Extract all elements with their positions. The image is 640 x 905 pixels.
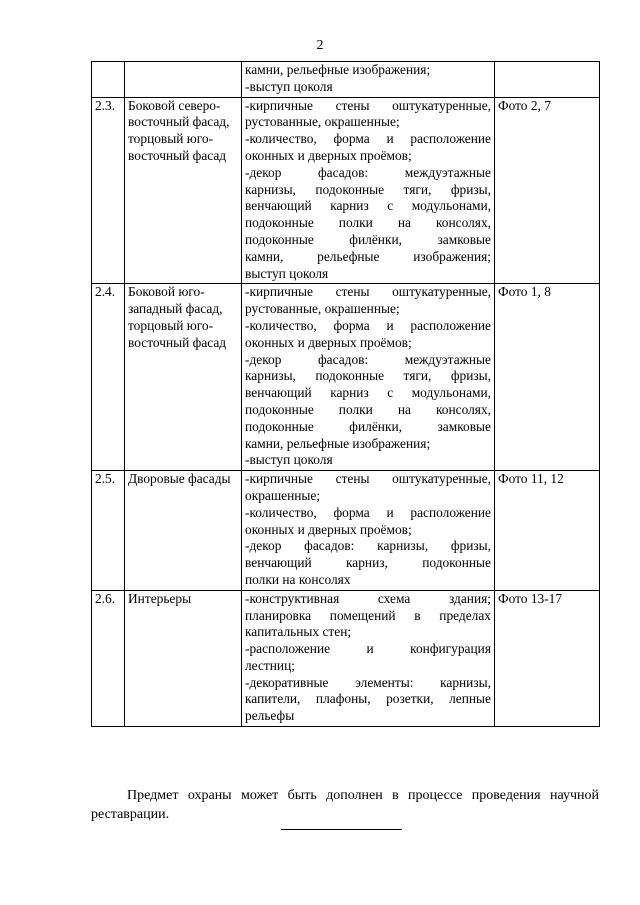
element-name-cell	[125, 471, 242, 591]
description-cell	[242, 590, 495, 726]
table-row	[92, 471, 600, 591]
table-row	[92, 97, 600, 284]
element-name-line: восточный фасад,	[128, 114, 230, 130]
description-line: капители, плафоны, розетки, лепные	[245, 691, 491, 707]
description-line: -конструктивная схема здания;	[245, 590, 491, 606]
description-cell	[242, 62, 495, 98]
table-row	[92, 284, 600, 471]
element-name-line: восточный фасад	[128, 334, 227, 350]
page-number: 2	[316, 38, 324, 53]
description-line: -декор фасадов: междуэтажные	[245, 164, 491, 180]
description-line: -кирпичные стены оштукатуренные,	[245, 284, 491, 300]
description-line: лестниц;	[245, 657, 295, 673]
description-line: -кирпичные стены оштукатуренные,	[245, 471, 491, 487]
photo-reference-cell: Фото 1, 8	[495, 284, 600, 471]
description-line: камни, рельефные изображения;	[245, 62, 431, 77]
description-line: планировка помещений в пределах	[245, 607, 491, 623]
description-cell	[242, 471, 495, 591]
description-line: камни, рельефные изображения;	[245, 435, 431, 451]
element-name-line: западный фасад,	[128, 301, 223, 317]
description-line: карнизы, подоконные тяги, фризы,	[245, 368, 491, 384]
description-line: рустованные, окрашенные;	[245, 114, 400, 130]
description-line: венчающий карниз, подоконные	[245, 555, 491, 571]
description-cell	[242, 97, 495, 284]
description-line: оконных и дверных проёмов;	[245, 147, 412, 163]
description-line: выступ цоколя	[245, 265, 329, 281]
description-line: оконных и дверных проёмов;	[245, 334, 412, 350]
description-line: полки на консолях	[245, 571, 351, 587]
description-line: -количество, форма и расположение	[245, 131, 491, 147]
photo-reference-cell: Фото 11, 12	[495, 471, 600, 591]
description-line: -количество, форма и расположение	[245, 504, 491, 520]
element-name-cell	[125, 97, 242, 284]
description-cell	[242, 284, 495, 471]
element-name-cell	[125, 62, 242, 98]
description-line: подоконные филёнки, замковые	[245, 231, 491, 247]
description-line: рустованные, окрашенные;	[245, 301, 400, 317]
element-name-line: торцовый юго-	[128, 317, 214, 333]
description-line: капитальных стен;	[245, 624, 352, 640]
description-line: -выступ цоколя	[245, 452, 333, 468]
description-line: -декор фасадов: междуэтажные	[245, 351, 491, 367]
element-name-cell	[125, 590, 242, 726]
photo-reference-cell	[495, 62, 600, 98]
table-body	[92, 62, 600, 727]
description-line: -декор фасадов: карнизы, фризы,	[245, 538, 491, 554]
element-name-cell	[125, 284, 242, 471]
description-line: подоконные полки на консолях,	[245, 215, 491, 231]
description-line: подоконные полки на консолях,	[245, 401, 491, 417]
element-name-line: восточный фасад	[128, 147, 227, 163]
description-line: -количество, форма и расположение	[245, 317, 491, 333]
element-name-line: Боковой северо-	[128, 97, 221, 113]
element-name-line: Интерьеры	[128, 590, 192, 606]
footer-rule	[281, 829, 402, 830]
row-number-cell: 2.5.	[92, 471, 125, 591]
description-line: -выступ цоколя	[245, 78, 333, 94]
photo-reference-cell: Фото 2, 7	[495, 97, 600, 284]
row-number-cell: 2.6.	[92, 590, 125, 726]
description-line: -кирпичные стены оштукатуренные,	[245, 97, 491, 113]
description-line: карнизы, подоконные тяги, фризы,	[245, 181, 491, 197]
description-line: венчающий карниз с модульонами,	[245, 198, 491, 214]
element-name-line: Боковой юго-	[128, 284, 205, 300]
description-line: окрашенные;	[245, 487, 321, 503]
footer-note: Предмет охраны может быть дополнен в процессе проведения научной реставрации.	[91, 788, 599, 822]
photo-reference-cell: Фото 13-17	[495, 590, 600, 726]
table-row	[92, 62, 600, 98]
table-row	[92, 590, 600, 726]
description-line: -расположение и конфигурация	[245, 641, 491, 657]
row-number-cell	[92, 62, 125, 98]
description-line: камни, рельефные изображения;	[245, 248, 491, 264]
protection-subject-table	[91, 61, 600, 727]
description-line: венчающий карниз с модульонами,	[245, 385, 491, 401]
row-number-cell: 2.3.	[92, 97, 125, 284]
description-line: рельефы	[245, 708, 295, 724]
element-name-line: торцовый юго-	[128, 131, 214, 147]
element-name-line: Дворовые фасады	[128, 471, 231, 487]
description-line: оконных и дверных проёмов;	[245, 521, 412, 537]
description-line: -декоративные элементы: карнизы,	[245, 674, 491, 690]
row-number-cell: 2.4.	[92, 284, 125, 471]
description-line: подоконные филёнки, замковые	[245, 418, 491, 434]
